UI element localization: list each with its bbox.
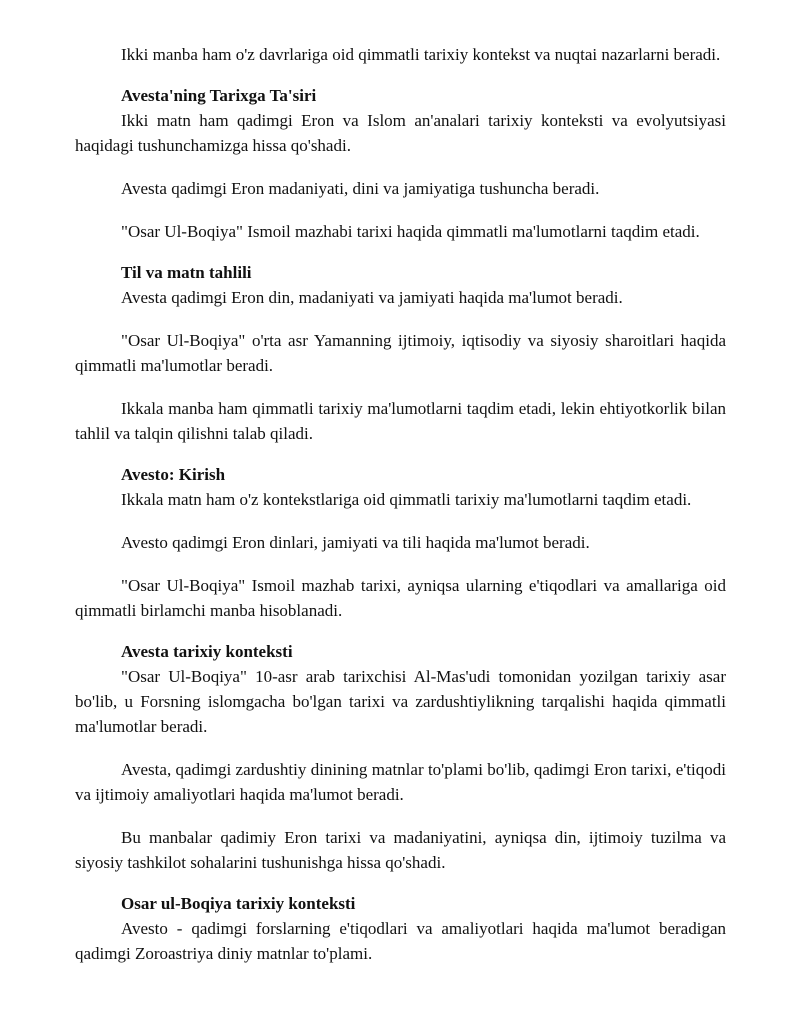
section-heading: Avesta'ning Tarixga Ta'siri xyxy=(121,86,317,105)
section-heading: Osar ul-Boqiya tarixiy konteksti xyxy=(121,894,356,913)
paragraph: Ikki manba ham o'z davrlariga oid qimmatli tarixiy kontekst va nuqtai nazarlarni beradi. xyxy=(121,45,721,64)
section-heading: Avesta tarixiy konteksti xyxy=(121,642,293,661)
paragraph: Avesto - qadimgi forslarning e'tiqodlari va amaliyotlari haqida ma'lumot beradigan qadimgi Zoroastriya diniy matnlar to'plami. xyxy=(75,919,726,963)
document-page xyxy=(75,42,726,966)
paragraph: Ikkala manba ham qimmatli tarixiy ma'lumotlarni taqdim etadi, lekin ehtiyotkorlik bilan tahlil va talqin qilishni talab qiladi. xyxy=(75,399,726,443)
paragraph: "Osar Ul-Boqiya" o'rta asr Yamanning ijtimoiy, iqtisodiy va siyosiy sharoitlari haqida qimmatli ma'lumotlar beradi. xyxy=(75,331,726,375)
paragraph: Ikkala matn ham o'z kontekstlariga oid qimmatli tarixiy ma'lumotlarni taqdim etadi. xyxy=(121,490,692,509)
section-heading: Til va matn tahlili xyxy=(121,263,252,282)
paragraph: Avesto qadimgi Eron dinlari, jamiyati va tili haqida ma'lumot beradi. xyxy=(121,533,590,552)
paragraph: Ikki matn ham qadimgi Eron va Islom an'analari tarixiy konteksti va evolyutsiyasi haqidagi tushunchamizga hissa qo'shadi. xyxy=(75,111,726,155)
paragraph: Avesta qadimgi Eron din, madaniyati va jamiyati haqida ma'lumot beradi. xyxy=(121,288,623,307)
paragraph: "Osar Ul-Boqiya" Ismoil mazhabi tarixi haqida qimmatli ma'lumotlarni taqdim etadi. xyxy=(121,222,700,241)
paragraph: Bu manbalar qadimiy Eron tarixi va madaniyatini, ayniqsa din, ijtimoiy tuzilma va siyosiy tashkilot sohalarini tushunishga hissa qo'shadi. xyxy=(75,828,726,872)
paragraph: Avesta qadimgi Eron madaniyati, dini va jamiyatiga tushuncha beradi. xyxy=(121,179,600,198)
paragraph: "Osar Ul-Boqiya" 10-asr arab tarixchisi Al-Mas'udi tomonidan yozilgan tarixiy asar bo'lib, u Forsning islomgacha bo'lgan tarixi va zardushtiylikning tarqalishi haqida qimmatli ma'lumotlar beradi. xyxy=(75,667,726,736)
paragraph: Avesta, qadimgi zardushtiy dinining matnlar to'plami bo'lib, qadimgi Eron tarixi, e'tiqodi va ijtimoiy amaliyotlari haqida ma'lumot beradi. xyxy=(75,760,726,804)
paragraph: "Osar Ul-Boqiya" Ismoil mazhab tarixi, ayniqsa ularning e'tiqodlari va amallariga oid qimmatli birlamchi manba hisoblanadi. xyxy=(75,576,726,620)
section-heading: Avesto: Kirish xyxy=(121,465,226,484)
